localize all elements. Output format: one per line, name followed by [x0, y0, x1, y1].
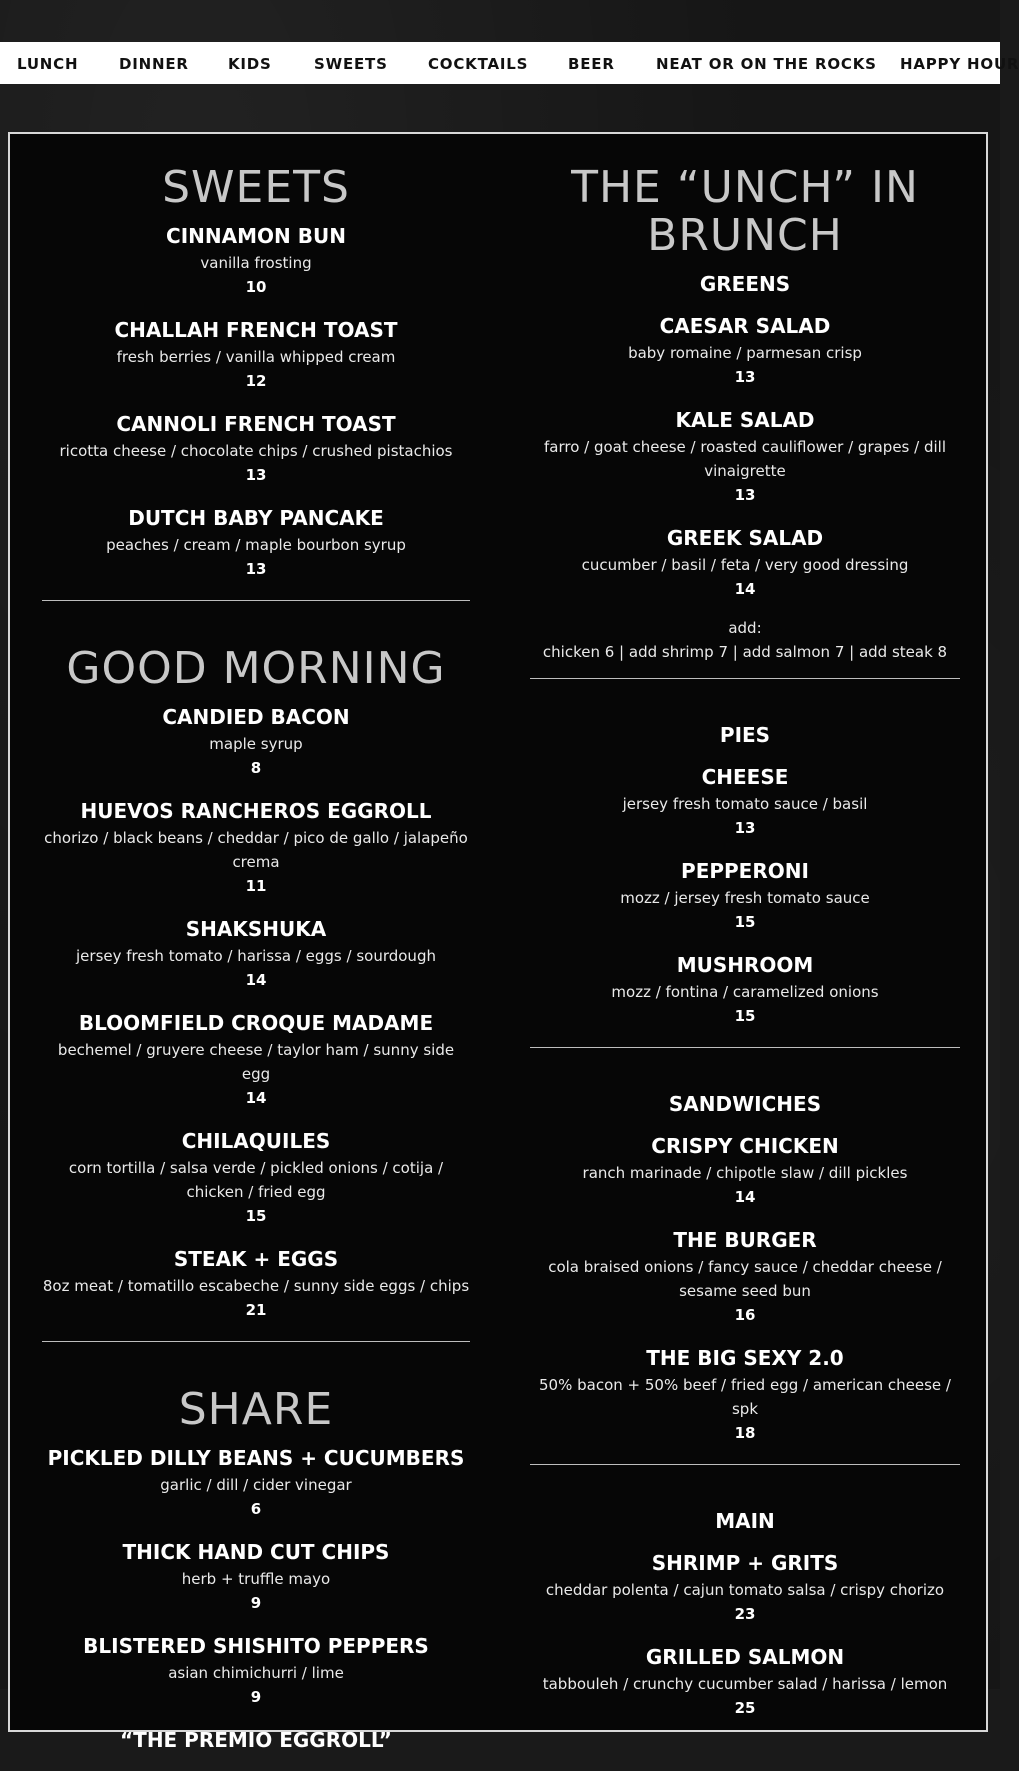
subsection-title: SANDWICHES [668, 1092, 822, 1116]
item-price: 9 [250, 1594, 262, 1612]
item-name: CHEESE [701, 765, 789, 789]
item-description: tabbouleh / crunchy cucumber salad / harissa / lemon [542, 1675, 948, 1693]
item-description: ricotta cheese / chocolate chips / crushed pistachios [59, 442, 453, 460]
item-description: mozz / jersey fresh tomato sauce [620, 889, 870, 907]
section-main [530, 1509, 960, 1720]
item-description: bechemel / gruyere cheese / taylor ham / sunny side egg [57, 1041, 455, 1083]
item-name: THE BURGER [673, 1228, 817, 1252]
subsection-title: MAIN [715, 1509, 775, 1533]
item-price: 15 [734, 913, 756, 931]
addon-label: add: [728, 619, 762, 637]
item-name: “THE PREMIO EGGROLL” [120, 1728, 392, 1752]
item-name: CINNAMON BUN [166, 224, 346, 248]
menu-item [42, 1129, 470, 1228]
menu-item [530, 1134, 960, 1209]
item-price: 12 [245, 372, 267, 390]
menu-item [530, 526, 960, 601]
section-share [42, 1386, 470, 1752]
item-name: HUEVOS RANCHEROS EGGROLL [80, 799, 432, 823]
item-name: CRISPY CHICKEN [651, 1134, 839, 1158]
item-price: 9 [250, 1688, 262, 1706]
section-divider [530, 1464, 960, 1465]
item-name: GRILLED SALMON [645, 1645, 845, 1669]
menu-item [42, 1011, 470, 1110]
item-description: vanilla frosting [200, 254, 312, 272]
section-title-unch-in-brunch: THE “UNCH” IN BRUNCH [571, 162, 919, 261]
item-price: 21 [245, 1301, 267, 1319]
addon-options: chicken 6 | add shrimp 7 | add salmon 7 | add steak 8 [542, 643, 948, 661]
item-name: BLISTERED SHISHITO PEPPERS [83, 1634, 429, 1658]
item-price: 13 [734, 368, 756, 386]
section-greens [530, 272, 960, 664]
item-price: 14 [245, 1089, 267, 1107]
item-name: CHALLAH FRENCH TOAST [114, 318, 398, 342]
menu-item [42, 917, 470, 992]
item-name: GREEK SALAD [666, 526, 824, 550]
nav-tab-dinner[interactable]: DINNER [119, 55, 189, 73]
menu-item [530, 1228, 960, 1327]
item-price: 8 [250, 759, 262, 777]
menu-item [42, 224, 470, 299]
nav-tab-cocktails[interactable]: COCKTAILS [428, 55, 529, 73]
item-name: THICK HAND CUT CHIPS [122, 1540, 390, 1564]
item-name: SHRIMP + GRITS [651, 1551, 839, 1575]
item-price: 15 [245, 1207, 267, 1225]
item-price: 10 [245, 278, 267, 296]
item-description: baby romaine / parmesan crisp [628, 344, 862, 362]
section-divider [42, 1341, 470, 1342]
section-divider [530, 678, 960, 679]
menu-item [530, 1645, 960, 1720]
menu-item [42, 799, 470, 898]
item-name: PICKLED DILLY BEANS + CUCUMBERS [47, 1446, 465, 1470]
item-price: 14 [734, 1188, 756, 1206]
menu-right-column [530, 164, 960, 1739]
nav-tab-happy-hour[interactable]: HAPPY HOUR [900, 55, 1019, 73]
menu-frame [8, 132, 988, 1752]
item-name: DUTCH BABY PANCAKE [128, 506, 384, 530]
item-description: fresh berries / vanilla whipped cream [116, 348, 396, 366]
menu-item [42, 1247, 470, 1322]
section-divider [530, 1047, 960, 1048]
subsection-title: GREENS [699, 272, 791, 296]
item-price: 13 [245, 466, 267, 484]
item-name: SHAKSHUKA [185, 917, 327, 941]
item-price: 25 [734, 1699, 756, 1717]
section-sandwiches [530, 1092, 960, 1445]
item-description: cheddar polenta / cajun tomato salsa / crispy chorizo [545, 1581, 945, 1599]
nav-tab-beer[interactable]: BEER [568, 55, 615, 73]
menu-item [530, 408, 960, 507]
menu-item [530, 953, 960, 1028]
item-description: cola braised onions / fancy sauce / cheddar cheese / sesame seed bun [548, 1258, 942, 1300]
item-price: 14 [734, 580, 756, 598]
menu-item [42, 412, 470, 487]
item-description: maple syrup [209, 735, 303, 753]
item-name: MUSHROOM [676, 953, 814, 977]
item-description: jersey fresh tomato / harissa / eggs / sourdough [76, 947, 436, 965]
menu-item [530, 1551, 960, 1626]
item-description: jersey fresh tomato sauce / basil [622, 795, 868, 813]
menu-left-column [42, 164, 470, 1771]
item-description: corn tortilla / salsa verde / pickled onions / cotija / chicken / fried egg [68, 1159, 444, 1201]
item-name: CHILAQUILES [181, 1129, 331, 1153]
nav-tab-lunch[interactable]: LUNCH [17, 55, 79, 73]
section-sweets [42, 164, 470, 581]
section-title: SHARE [178, 1384, 334, 1435]
nav-tab-sweets[interactable]: SWEETS [314, 55, 388, 73]
section-pies [530, 723, 960, 1028]
menu-item [42, 1540, 470, 1615]
item-name: PEPPERONI [681, 859, 809, 883]
item-description: ranch marinade / chipotle slaw / dill pickles [582, 1164, 908, 1182]
menu-item [530, 314, 960, 389]
menu-item [42, 1446, 470, 1521]
item-description: mozz / fontina / caramelized onions [611, 983, 879, 1001]
menu-item [530, 765, 960, 840]
item-price: 23 [734, 1605, 756, 1623]
section-divider [42, 600, 470, 601]
item-description: peaches / cream / maple bourbon syrup [106, 536, 406, 554]
salad-addons [530, 616, 960, 664]
item-description: 50% bacon + 50% beef / fried egg / american cheese / spk [539, 1376, 951, 1418]
menu-item [42, 318, 470, 393]
item-name: CANNOLI FRENCH TOAST [116, 412, 396, 436]
subsection-title: PIES [719, 723, 771, 747]
menu-category-nav [0, 42, 1019, 84]
item-description: farro / goat cheese / roasted cauliflower / grapes / dill vinaigrette [543, 438, 946, 480]
item-description: cucumber / basil / feta / very good dressing [581, 556, 909, 574]
item-price: 14 [245, 971, 267, 989]
nav-tab-neat-or-on-the-rocks[interactable]: NEAT OR ON THE ROCKS [656, 55, 877, 73]
item-name: STEAK + EGGS [173, 1247, 339, 1271]
item-price: 13 [734, 819, 756, 837]
item-name: KALE SALAD [675, 408, 815, 432]
item-description: garlic / dill / cider vinegar [160, 1476, 352, 1494]
item-description: herb + truffle mayo [181, 1570, 331, 1588]
item-price: 15 [734, 1007, 756, 1025]
menu-item [42, 1634, 470, 1709]
item-description: chorizo / black beans / cheddar / pico de gallo / jalapeño crema [44, 829, 468, 871]
item-name: THE BIG SEXY 2.0 [646, 1346, 844, 1370]
section-title: GOOD MORNING [66, 643, 446, 694]
item-price: 11 [245, 877, 267, 895]
item-price: 13 [734, 486, 756, 504]
menu-item [42, 705, 470, 780]
item-price: 16 [734, 1306, 756, 1324]
item-name: BLOOMFIELD CROQUE MADAME [78, 1011, 434, 1035]
section-title: SWEETS [162, 162, 350, 213]
item-name: CAESAR SALAD [659, 314, 831, 338]
item-price: 6 [250, 1500, 262, 1518]
item-name: CANDIED BACON [162, 705, 350, 729]
menu-item [42, 1728, 470, 1752]
section-good-morning [42, 645, 470, 1322]
menu-item [42, 506, 470, 581]
item-price: 13 [245, 560, 267, 578]
menu-item [530, 1346, 960, 1445]
item-description: asian chimichurri / lime [168, 1664, 344, 1682]
item-description: 8oz meat / tomatillo escabeche / sunny side eggs / chips [42, 1277, 470, 1295]
item-price: 18 [734, 1424, 756, 1442]
nav-tab-kids[interactable]: KIDS [228, 55, 272, 73]
menu-item [530, 859, 960, 934]
